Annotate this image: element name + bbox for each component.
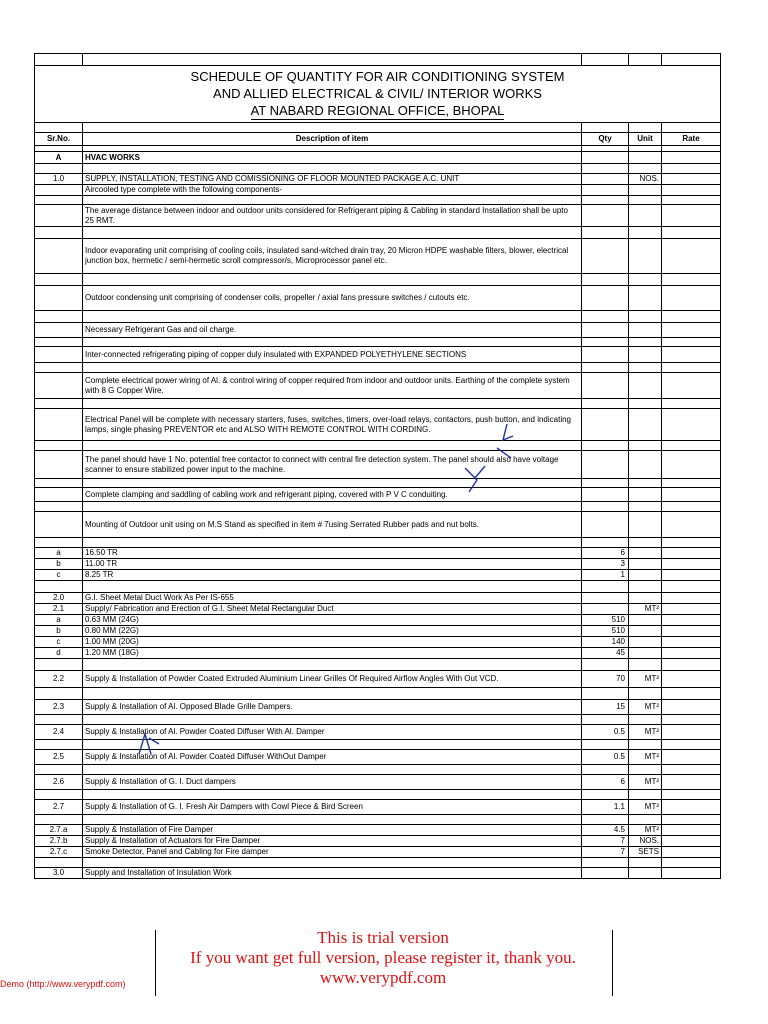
header-description: Description of item (83, 133, 582, 146)
table-row: 2.3 Supply & Installation of Al. Opposed Blade Grille Dampers. 15 MT² (35, 700, 721, 715)
table-row: b 0.80 MM (22G) 510 (35, 626, 721, 637)
table-row: b 11.00 TR 3 (35, 559, 721, 570)
table-row: 3.0 Supply and Installation of Insulation Work (35, 868, 721, 879)
header-rate: Rate (662, 133, 721, 146)
header-row (35, 133, 721, 146)
table-row: 2.7.b Supply & Installation of Actuators for Fire Damper 7 NOS. (35, 836, 721, 847)
table-row: c 1.00 MM (20G) 140 (35, 637, 721, 648)
title-line-1: SCHEDULE OF QUANTITY FOR AIR CONDITIONING SYSTEM (190, 69, 565, 84)
section-row: A HVAC WORKS (35, 152, 721, 164)
table-row: d 1.20 MM (18G) 45 (35, 648, 721, 659)
table-row: 2.0 G.I. Sheet Metal Duct Work As Per IS-655 (35, 593, 721, 604)
schedule-table: SCHEDULE OF QUANTITY FOR AIR CONDITIONING SYSTEM AND ALLIED ELECTRICAL & CIVIL/ INTERIOR WORKS AT NABARD REGIONAL OFFICE, BHOPAL Sr.No. Description of item Qty Unit Rate A HVAC WORKS 1.0 SUPPLY, INSTALLATION, TESTING AND COMISSIONING OF FLOOR MOUNTED PACKAGE A.C. UNIT NOS. Aircooled type complete with the following components- The average distance between indoor and outdoor units considered for Refrigerant piping & Cabling in standard Installation shall be upto 25 RMT. Indoor evaporating unit comprising of cooling coils, insulated sand-witched drain tray, 20 Micron HDPE washable filters, blower, electrical junction box, hermetic / semi-hermetic scroll compressor/s, Microprocessor panel etc. Outdoor condensing unit comprising of condenser coils, propeller / axial fans pressure switches / cutouts etc. Necessary Refrigerant Gas and oil charge. Inter-connected refrigerating piping of copper duly insulated with EXPANDED POLYETHYLENE SECTIONS Complete electrical power wiring of Al. & control wiring of copper required from indoor and outdoor units. Earthing of the complete system with 8 G Copper Wire. Electrical Panel will be complete with necessary starters, fuses, switches, timers, over-load relays, contactors, push button, and indicating lamps, single phasing PREVENTOR etc and ALSO WITH REMOTE CONTROL WITH CORDING. The panel should have 1 No. potential free contactor to connect with central fire detection system. The panel should also have voltage scanner to ensure stabilized power input to the machine. Complete clamping and saddling of cabling work and refrigerant piping, covered with P V C conduiting. Mounting of Outdoor unit using on M.S Stand as specified in item # 7using Serrated Rubber pads and nut bolts. a 16.50 TR 6 b 11.00 TR 3 c 8.25 TR 1 2.0 G.I. Sheet Metal Duct Work As Per IS-655 2.1 Supply/ Fabrication and Erection of G.I. Sheet Metal Rectangular Duct MT² a 0.63 MM (24G) 510 b 0.80 MM (22G) 510 c 1.00 MM (20G) 140 d 1.20 MM (18G) 45 2.2 Supply & Installation of Powder Coated Extruded Aluminium Linear Grilles Of Required Airflow Angles With Out VCD. 70 MT² 2.3 Supply & Installation of Al. Opposed Blade Grille Dampers. 15 MT² 2.4 Supply & Installation of Al. Powder Coated Diffuser With Al. Damper 0.5 MT² 2.5 Supply & Installation of Al. Powder Coated Diffuser WithOut Damper 0.5 MT² 2.6 Supply & Installation of G. I. Duct dampers 6 MT² 2.7 Supply & Installation of G. I. Fresh Air Dampers with Cowl Piece & Bird Screen 1.1 MT² 2.7.a Supply & Installation of Fire Damper 4.5 MT² 2.7.b Supply & Installation of Actuators for Fire Damper 7 NOS. 2.7.c Smoke Detector, Panel and Cabling for Fire damper 7 SETS 3.0 Supply and Installation of Insulation Work (34, 53, 721, 879)
table-row: 2.7 Supply & Installation of G. I. Fresh Air Dampers with Cowl Piece & Bird Screen 1.1 MT² (35, 800, 721, 815)
table-row: 2.2 Supply & Installation of Powder Coated Extruded Aluminium Linear Grilles Of Required Airflow Angles With Out VCD. 70 MT² (35, 671, 721, 688)
table-row: 2.7.c Smoke Detector, Panel and Cabling for Fire damper 7 SETS (35, 847, 721, 858)
table-row: 2.5 Supply & Installation of Al. Powder Coated Diffuser WithOut Damper 0.5 MT² (35, 750, 721, 765)
signature-mark-2 (133, 730, 163, 760)
table-row: 2.6 Supply & Installation of G. I. Duct dampers 6 MT² (35, 775, 721, 790)
table-row: a 16.50 TR 6 (35, 548, 721, 559)
watermark-line-2: If you want get full version, please register it, thank you. (190, 948, 576, 967)
header-qty: Qty (582, 133, 629, 146)
table-row: a 0.63 MM (24G) 510 (35, 615, 721, 626)
trial-watermark (155, 928, 611, 988)
title-line-3: AT NABARD REGIONAL OFFICE, BHOPAL (250, 103, 505, 118)
signature-mark-1 (455, 418, 525, 498)
table-row: 2.4 Supply & Installation of Al. Powder Coated Diffuser With Al. Damper 0.5 MT² (35, 725, 721, 740)
watermark-line-1: This is trial version (317, 928, 449, 947)
table-row: 1.0 SUPPLY, INSTALLATION, TESTING AND COMISSIONING OF FLOOR MOUNTED PACKAGE A.C. UNIT NOS. (35, 174, 721, 185)
watermark-line-3: www.verypdf.com (319, 968, 447, 987)
document-title (35, 66, 721, 123)
table-row: c 8.25 TR 1 (35, 570, 721, 581)
table-row: 2.1 Supply/ Fabrication and Erection of G.I. Sheet Metal Rectangular Duct MT² (35, 604, 721, 615)
table-row: 2.7.a Supply & Installation of Fire Damper 4.5 MT² (35, 825, 721, 836)
title-line-2: AND ALLIED ELECTRICAL & CIVIL/ INTERIOR WORKS (213, 86, 542, 101)
demo-watermark: Demo (http://www.verypdf.com) (0, 979, 126, 989)
header-srno: Sr.No. (35, 133, 83, 146)
header-unit: Unit (629, 133, 662, 146)
